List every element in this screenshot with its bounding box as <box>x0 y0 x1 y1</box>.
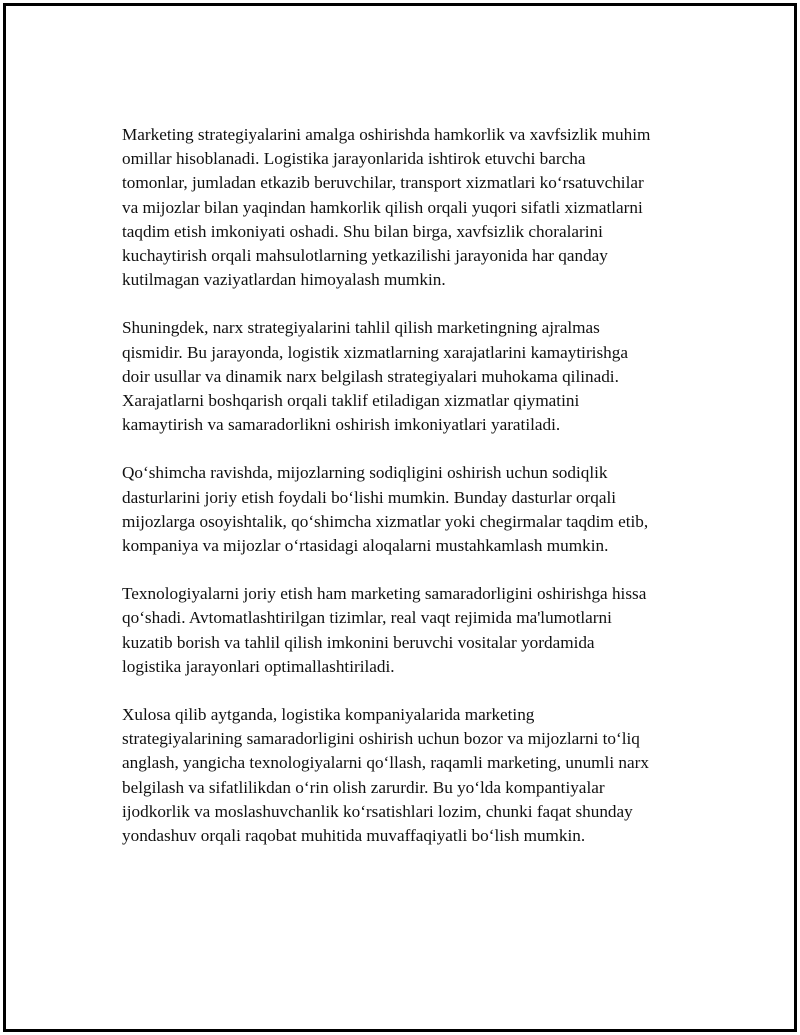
document-body <box>122 123 702 848</box>
paragraph-4: Texnologiyalarni joriy etish ham marketing samaradorligini oshirishga hissa qoʻshadi. Avtomatlashtirilgan tizimlar, real vaqt rejimida ma'lumotlarni kuzatib borish va tahlil qilish imkonini beruvchi vositalar yordamida logistika jarayonlari optimallashtiriladi. <box>122 584 647 676</box>
document-page <box>3 3 797 1032</box>
paragraph-2: Shuningdek, narx strategiyalarini tahlil qilish marketingning ajralmas qismidir. Bu jarayonda, logistik xizmatlarning xarajatlarini kamaytirishga doir usullar va dinamik narx belgilash strategiyalari muhokama qilinadi. Xarajatlarni boshqarish orqali taklif etiladigan xizmatlar qiymatini kamaytirish va samaradorlikni oshirish imkoniyatlari yaratiladi. <box>122 318 628 435</box>
paragraph-5: Xulosa qilib aytganda, logistika kompaniyalarida marketing strategiyalarining samaradorligini oshirish uchun bozor va mijozlarni toʻliq anglash, yangicha texnologiyalarni qoʻllash, raqamli marketing, unumli narx belgilash va sifatlilikdan oʻrin olish zarurdir. Bu yoʻlda kompantiyalar ijodkorlik va moslashuvchanlik koʻrsatishlari lozim, chunki faqat shunday yondashuv orqali raqobat muhitida muvaffaqiyatli boʻlish mumkin. <box>122 705 649 846</box>
paragraph-1: Marketing strategiyalarini amalga oshirishda hamkorlik va xavfsizlik muhim omillar hisoblanadi. Logistika jarayonlarida ishtirok etuvchi barcha tomonlar, jumladan etkazib beruvchilar, transport xizmatlari koʻrsatuvchilar va mijozlar bilan yaqindan hamkorlik qilish orqali yuqori sifatli xizmatlarni taqdim etish imkoniyati oshadi. Shu bilan birga, xavfsizlik choralarini kuchaytirish orqali mahsulotlarning yetkazilishi jarayonida har qanday kutilmagan vaziyatlardan himoyalash mumkin. <box>122 125 651 290</box>
paragraph-3: Qoʻshimcha ravishda, mijozlarning sodiqligini oshirish uchun sodiqlik dasturlarini joriy etish foydali boʻlishi mumkin. Bunday dasturlar orqali mijozlarga osoyishtalik, qoʻshimcha xizmatlar yoki chegirmalar taqdim etib, kompaniya va mijozlar oʻrtasidagi aloqalarni mustahkamlash mumkin. <box>122 463 649 556</box>
